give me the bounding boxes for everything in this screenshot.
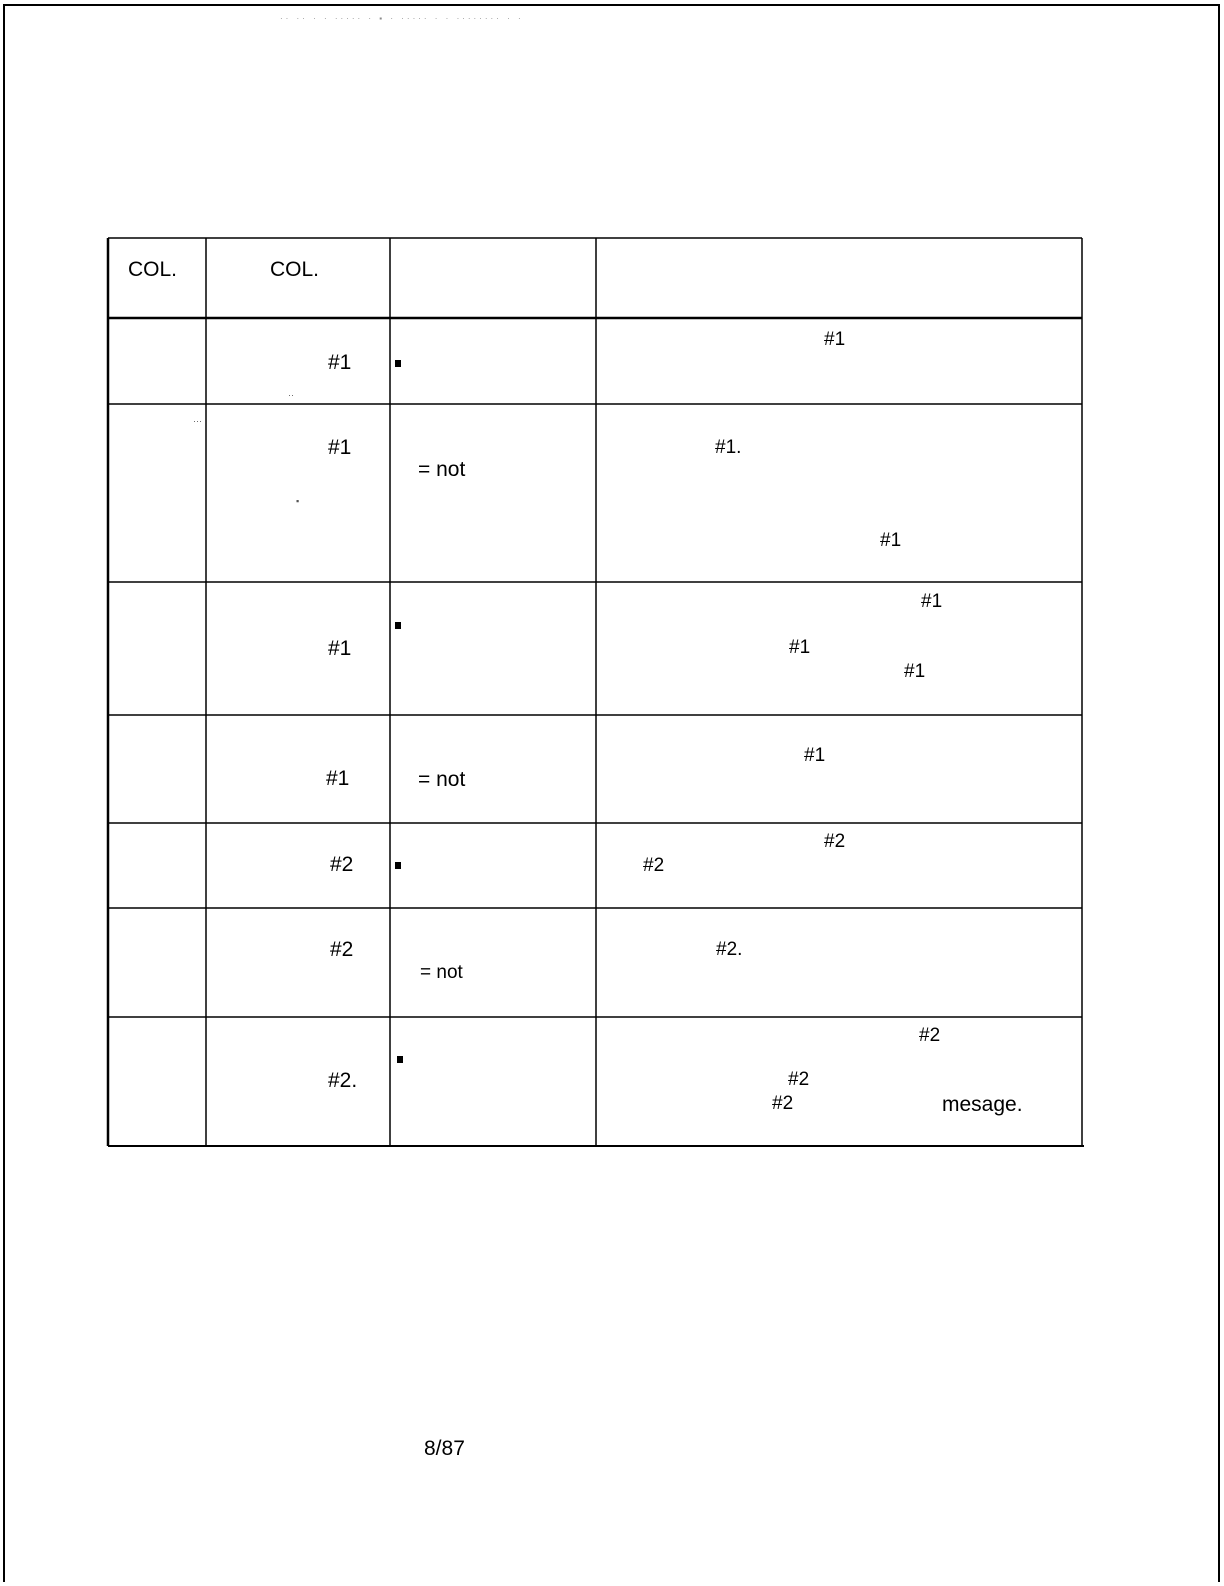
page-frame xyxy=(3,4,1220,1582)
row7-col-d-4: mesage. xyxy=(942,1093,1023,1116)
bullet-square xyxy=(395,862,401,869)
row7-col-b: #2. xyxy=(328,1069,358,1092)
row7-col-d-1: #2 xyxy=(919,1025,941,1046)
footer-date: 8/87 xyxy=(424,1437,465,1460)
row6-col-b: #2 xyxy=(330,938,354,961)
scan-artifact-strip: ·· ·· · · ····· · ▪ · ····· · · ········ · · xyxy=(280,14,524,22)
scan-speck: ··· xyxy=(193,416,202,426)
row4-col-c: = not xyxy=(418,768,466,791)
bullet-square xyxy=(395,622,401,629)
bullet-square xyxy=(395,360,401,367)
row7-col-d-3: #2 xyxy=(772,1093,794,1114)
row5-col-d-2: #2 xyxy=(643,855,665,876)
row3-col-d-1: #1 xyxy=(921,591,943,612)
row4-col-d-1: #1 xyxy=(804,745,826,766)
row2-col-d-1: #1. xyxy=(715,437,742,458)
row3-col-b: #1 xyxy=(328,637,352,660)
row1-col-d-1: #1 xyxy=(824,329,846,350)
row4-col-b: #1 xyxy=(326,767,350,790)
row7-col-d-2: #2 xyxy=(788,1069,810,1090)
row1-col-b: #1 xyxy=(328,351,352,374)
header-col-b: COL. xyxy=(270,258,320,281)
row2-col-c: = not xyxy=(418,458,466,481)
bullet-square xyxy=(397,1056,403,1063)
row5-col-d-1: #2 xyxy=(824,831,846,852)
row5-col-b: #2 xyxy=(330,853,354,876)
row2-col-b: #1 xyxy=(328,436,352,459)
row6-col-c: = not xyxy=(420,962,463,983)
row2-col-d-2: #1 xyxy=(880,530,902,551)
scan-speck: ·· xyxy=(288,390,294,400)
scan-speck: ▪ xyxy=(296,496,300,506)
row3-col-d-2: #1 xyxy=(789,637,811,658)
row6-col-d-1: #2. xyxy=(716,939,743,960)
header-col-a: COL. xyxy=(128,258,178,281)
row3-col-d-3: #1 xyxy=(904,661,926,682)
